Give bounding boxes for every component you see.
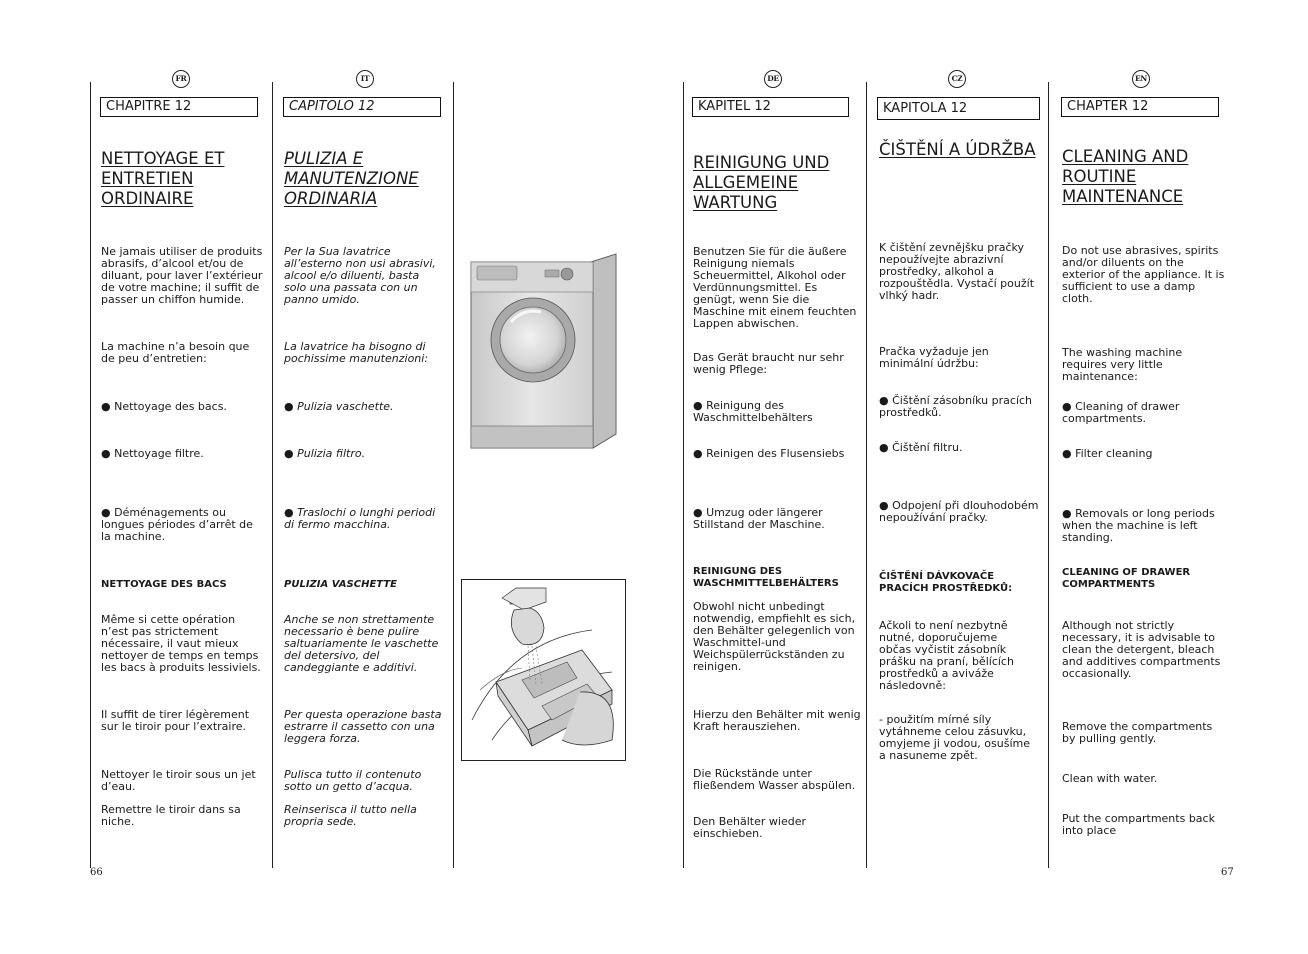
subsection-title: ČIŠTĚNÍ DÁVKOVAČE PRACÍCH PROSTŘEDKŮ: [879, 571, 1013, 594]
bullet-item: ● Reinigen des Flusensiebs [693, 447, 845, 460]
paragraph: Remove the compartments by pulling gently. [1062, 720, 1213, 745]
column-divider [1048, 82, 1049, 868]
paragraph: Même si cette opération n’est pas strictement nécessaire, il vaut mieux nettoyer de temps en temps les bacs à produits lessiviels. [101, 613, 261, 674]
paragraph: Put the compartments back into place [1062, 812, 1215, 837]
paragraph: Hierzu den Behälter mit wenig Kraft herausziehen. [693, 708, 861, 733]
washing-machine-illustration [463, 252, 623, 454]
bullet-item: ● Nettoyage des bacs. [101, 400, 227, 413]
paragraph: Do not use abrasives, spirits and/or diluents on the exterior of the appliance. It is sufficient to use a damp cloth. [1062, 244, 1225, 305]
paragraph: Per la Sua lavatrice all’esterno non usi abrasivi, alcool e/o diluenti, basta solo una passata con un panno umido. [284, 245, 436, 306]
section-title: REINIGUNG UND ALLGEMEINE WARTUNG [693, 153, 830, 212]
bullet-item: ● Pulizia filtro. [284, 447, 366, 460]
paragraph: Pulisca tutto il contenuto sotto un getto d’acqua. [284, 768, 422, 793]
paragraph: Ačkoli to není nezbytně nutné, doporučujeme občas vyčistit zásobník prášku na praní, bělících prostředků a aviváže následovně: [879, 619, 1014, 692]
paragraph: K čištění zevnějšku pračky nepoužívejte abrazivní prostředky, alkohol a rozpouštědla. Vystačí použít vlhký hadr. [879, 241, 1035, 302]
chapter-label: KAPITOLA 12 [877, 97, 1040, 120]
column-divider [90, 82, 91, 868]
column-divider [453, 82, 454, 868]
chapter-label: CAPITOLO 12 [283, 97, 441, 117]
subsection-title: CLEANING OF DRAWER COMPARTMENTS [1062, 567, 1191, 590]
bullet-item: ● Nettoyage filtre. [101, 447, 204, 460]
paragraph: Benutzen Sie für die äußere Reinigung niemals Scheuermittel, Alkohol oder Verdünnungsmittel. Es genügt, wenn Sie die Maschine mit einem feuchten Lappen abwischen. [693, 245, 857, 330]
bullet-item: ● Déménagements ou longues périodes d’arrêt de la machine. [101, 506, 253, 543]
paragraph: Pračka vyžaduje jen minimální údržbu: [879, 345, 989, 370]
paragraph: Die Rückstände unter fließendem Wasser abspülen. [693, 767, 856, 792]
bullet-item: ● Čištění filtru. [879, 441, 963, 454]
subsection-title: NETTOYAGE DES BACS [101, 579, 227, 590]
language-badge-de: DE [764, 70, 782, 88]
paragraph: Den Behälter wieder einschieben. [693, 815, 806, 840]
chapter-label: CHAPTER 12 [1061, 97, 1219, 117]
bullet-item: ● Umzug oder längerer Stillstand der Maschine. [693, 506, 825, 531]
section-title: ČIŠTĚNÍ A ÚDRŽBA [879, 140, 1036, 159]
language-badge-en: EN [1132, 70, 1150, 88]
column-divider [272, 82, 273, 868]
paragraph: Ne jamais utiliser de produits abrasifs, d’alcool et/ou de diluant, pour laver l’extérieur de votre machine; il suffit de passer un chiffon humide. [101, 245, 263, 306]
chapter-label: KAPITEL 12 [692, 97, 849, 117]
bullet-item: ● Filter cleaning [1062, 447, 1153, 460]
section-title: CLEANING AND ROUTINE MAINTENANCE [1062, 147, 1189, 206]
bullet-item: ● Pulizia vaschette. [284, 400, 394, 413]
bullet-item: ● Removals or long periods when the machine is left standing. [1062, 507, 1215, 544]
page-number-left: 66 [90, 867, 103, 878]
column-divider [683, 82, 684, 868]
paragraph: Il suffit de tirer légèrement sur le tiroir pour l’extraire. [101, 708, 250, 733]
detergent-drawer-illustration [462, 580, 625, 760]
chapter-label: CHAPITRE 12 [100, 97, 258, 117]
bullet-item: ● Reinigung des Waschmittelbehälters [693, 399, 813, 424]
language-badge-it: IT [356, 70, 374, 88]
paragraph: The washing machine requires very little maintenance: [1062, 346, 1183, 383]
paragraph: La machine n’a besoin que de peu d’entretien: [101, 340, 250, 365]
paragraph: Das Gerät braucht nur sehr wenig Pflege: [693, 351, 844, 376]
subsection-title: PULIZIA VASCHETTE [284, 579, 397, 590]
section-title: NETTOYAGE ET ENTRETIEN ORDINAIRE [101, 149, 225, 208]
paragraph: Per questa operazione basta estrarre il cassetto con una leggera forza. [284, 708, 442, 745]
paragraph: La lavatrice ha bisogno di pochissime manutenzioni: [284, 340, 429, 365]
bullet-item: ● Traslochi o lunghi periodi di fermo macchina. [284, 506, 436, 531]
paragraph: Reinserisca il tutto nella propria sede. [284, 803, 417, 828]
language-badge-cz: CZ [948, 70, 966, 88]
paragraph: Anche se non strettamente necessario è bene pulire saltuariamente le vaschette del detersivo, del candeggiante e additivi. [284, 613, 439, 674]
section-title: PULIZIA E MANUTENZIONE ORDINARIA [284, 149, 419, 208]
subsection-title: REINIGUNG DES WASCHMITTELBEHÄLTERS [693, 566, 839, 589]
paragraph: Obwohl nicht unbedingt notwendig, empfiehlt es sich, den Behälter gelegenlich von Waschmittel-und Weichspülerrückständen zu reinigen. [693, 600, 856, 673]
bullet-item: ● Cleaning of drawer compartments. [1062, 400, 1180, 425]
page-number-right: 67 [1221, 867, 1234, 878]
paragraph: Remettre le tiroir dans sa niche. [101, 803, 241, 828]
language-badge-fr: FR [172, 70, 190, 88]
paragraph: Although not strictly necessary, it is advisable to clean the detergent, bleach and additives compartments occasionally. [1062, 619, 1221, 680]
paragraph: Clean with water. [1062, 772, 1158, 785]
paragraph: - použitím mírné síly vytáhneme celou zásuvku, omyjeme ji vodou, osušíme a nasuneme zpět. [879, 713, 1030, 762]
paragraph: Nettoyer le tiroir sous un jet d’eau. [101, 768, 256, 793]
bullet-item: ● Čištění zásobníku pracích prostředků. [879, 394, 1033, 419]
column-divider [866, 82, 867, 868]
bullet-item: ● Odpojení při dlouhodobém nepoužívání pračky. [879, 499, 1039, 524]
